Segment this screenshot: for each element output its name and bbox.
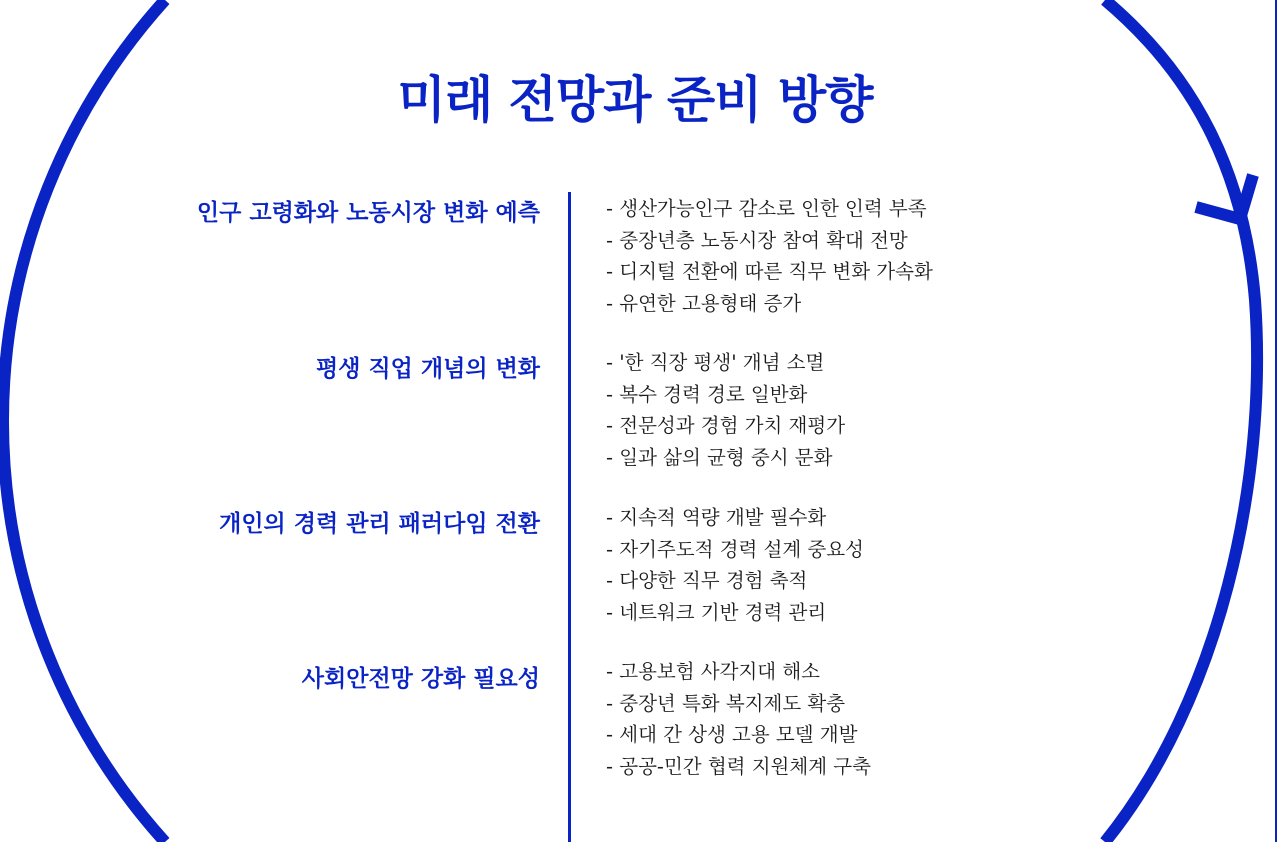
list-item: - 중장년층 노동시장 참여 확대 전망: [606, 225, 933, 257]
list-item: - 공공-민간 협력 지원체계 구축: [606, 751, 871, 783]
section-heading-safety-net: 사회안전망 강화 필요성: [301, 666, 540, 692]
arrowhead-icon: [1196, 175, 1253, 219]
list-item: - 복수 경력 경로 일반화: [606, 379, 845, 411]
list-item: - 세대 간 상생 고용 모델 개발: [606, 719, 871, 751]
list-item: - 유연한 고용형태 증가: [606, 288, 933, 320]
list-item: - 디지털 전환에 따른 직무 변화 가속화: [606, 256, 933, 288]
section-heading-aging: 인구 고령화와 노동시장 변화 예측: [196, 200, 540, 226]
page-title: 미래 전망과 준비 방향: [397, 71, 873, 129]
list-item: - 생산가능인구 감소로 인한 인력 부족: [606, 193, 933, 225]
section-heading-career-paradigm: 개인의 경력 관리 패러다임 전환: [219, 511, 540, 537]
section-list-aging: [606, 193, 933, 319]
list-item: - 다양한 직무 경험 축적: [606, 565, 864, 597]
list-item: - 일과 삶의 균형 중시 문화: [606, 442, 845, 474]
section-heading-lifelong-career: 평생 직업 개념의 변화: [316, 356, 540, 382]
vertical-divider: [568, 192, 571, 842]
list-item: - 지속적 역량 개발 필수화: [606, 502, 864, 534]
section-list-lifelong-career: [606, 347, 845, 473]
list-item: - 전문성과 경험 가치 재평가: [606, 410, 845, 442]
section-list-career-paradigm: [606, 502, 864, 628]
list-item: - '한 직장 평생' 개념 소멸: [606, 347, 845, 379]
list-item: - 네트워크 기반 경력 관리: [606, 597, 864, 629]
list-item: - 중장년 특화 복지제도 확충: [606, 688, 871, 720]
list-item: - 자기주도적 경력 설계 중요성: [606, 534, 864, 566]
section-list-safety-net: [606, 656, 871, 782]
list-item: - 고용보험 사각지대 해소: [606, 656, 871, 688]
